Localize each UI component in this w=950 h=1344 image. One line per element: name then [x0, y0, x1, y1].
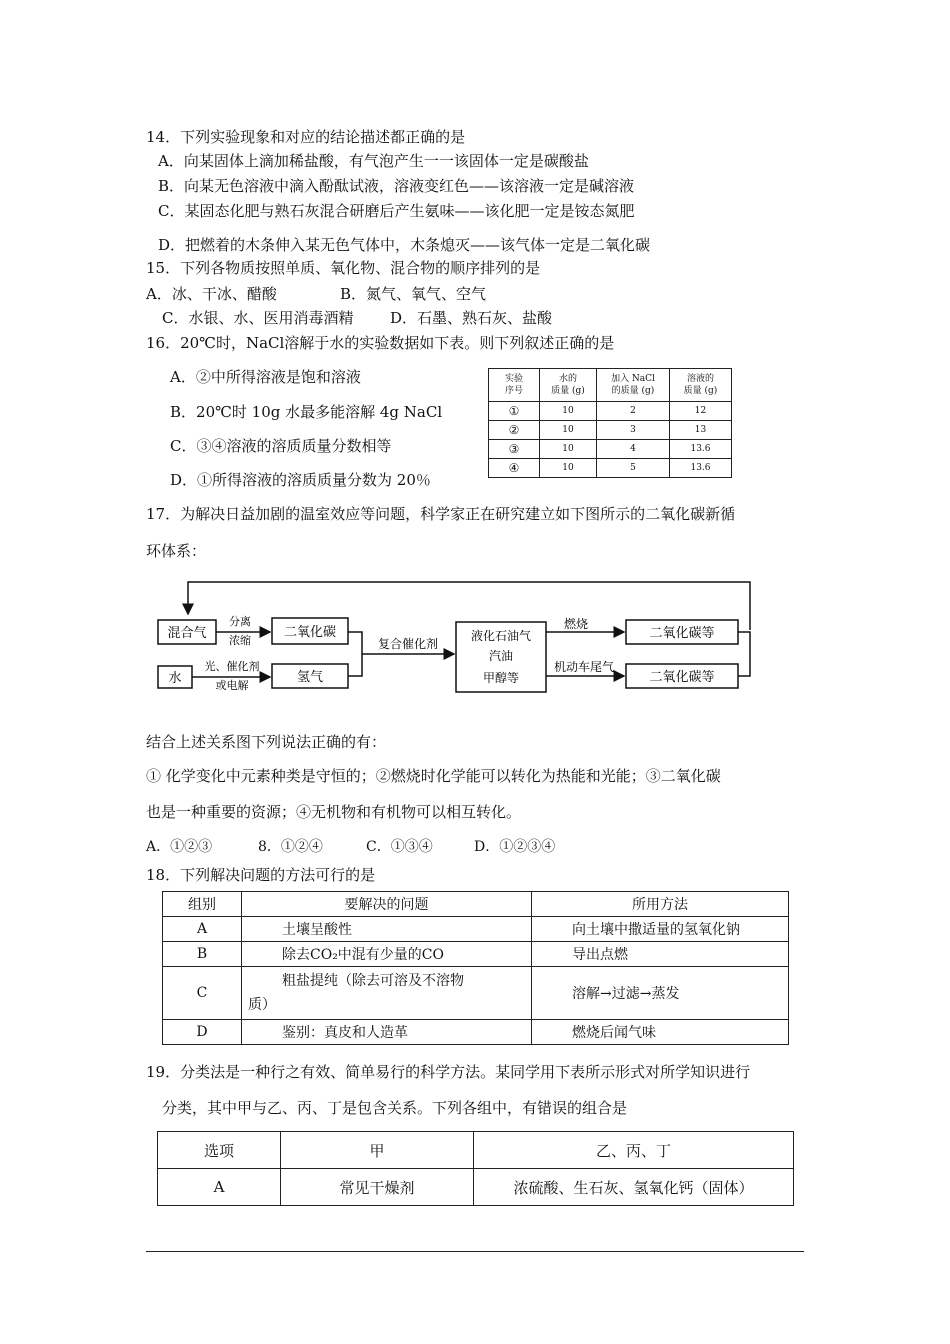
q19-option: A [158, 1169, 281, 1206]
exhaust-label: 机动车尾气 [553, 660, 615, 674]
table-row [489, 440, 732, 459]
q16-option-c: C．③④溶液的溶质质量分数相等 [170, 437, 392, 455]
table-row [163, 917, 789, 942]
q19-header-others: 乙、丙、丁 [474, 1132, 794, 1169]
co2-etc-label-2: 二氧化碳等 [649, 670, 715, 685]
concentrate-label: 浓缩 [229, 634, 251, 647]
q18-header-problem: 要解决的问题 [242, 892, 532, 917]
q18-stem: 18．下列解决问题的方法可行的是 [146, 866, 376, 884]
q16-cell: 5 [597, 459, 670, 478]
product-label-1: 液化石油气 [470, 629, 532, 643]
bottom-rule [146, 1251, 804, 1252]
co2-cycle-diagram [150, 578, 760, 694]
q16-option-d: D．①所得溶液的溶质质量分数为 20％ [170, 471, 431, 489]
q17-combine: 结合上述关系图下列说法正确的有： [146, 733, 387, 751]
q16-option-a: A．②中所得溶液是饱和溶液 [170, 368, 361, 386]
q16-table-header [489, 369, 732, 402]
q16-cell: 4 [597, 440, 670, 459]
table-row [489, 402, 732, 421]
q18-group: C [163, 967, 242, 1020]
q14-option-c: C．某固态化肥与熟石灰混合研磨后产生氨味——该化肥一定是铵态氮肥 [158, 202, 635, 220]
q17-statements-line1: ① 化学变化中元素种类是守恒的；②燃烧时化学能可以转化为热能和光能；③二氧化碳 [146, 767, 721, 785]
q18-group: D [163, 1020, 242, 1045]
q16-cell: 12 [670, 402, 732, 421]
q16-header-no: 实验 序号 [489, 369, 540, 402]
q19-stem-line1: 19．分类法是一种行之有效、简单易行的科学方法。某同学用下表所示形式对所学知识进行 [146, 1063, 751, 1081]
q19-table [157, 1131, 794, 1206]
q14-option-d: D．把燃着的木条伸入某无色气体中，木条熄灭——该气体一定是二氧化碳 [158, 236, 651, 254]
q18-group: A [163, 917, 242, 942]
table-row [163, 942, 789, 967]
q17-option-a: A．①②③ [146, 839, 213, 855]
q19-header-jia: 甲 [281, 1132, 474, 1169]
q15-option-a: A．冰、干冰、醋酸 [146, 285, 277, 303]
q16-cell: 3 [597, 421, 670, 440]
hydrogen-label: 氢气 [296, 670, 324, 685]
q19-stem-line2: 分类，其中甲与乙、丙、丁是包含关系。下列各组中，有错误的组合是 [162, 1099, 628, 1117]
q18-problem: 鉴别：真皮和人造革 [242, 1020, 532, 1045]
q16-cell: 2 [597, 402, 670, 421]
q18-method: 导出点燃 [532, 942, 789, 967]
q19-jia: 常见干燥剂 [281, 1169, 474, 1206]
q19-others: 浓硫酸、生石灰、氢氧化钙（固体） [474, 1169, 794, 1206]
separate-label: 分离 [229, 615, 251, 628]
q16-cell: 13 [670, 421, 732, 440]
q15-option-b: B．氮气、氧气、空气 [340, 285, 487, 303]
q16-header-nacl: 加入 NaCl 的质量 (g) [597, 369, 670, 402]
q18-method: 向土壤中撒适量的氢氧化钠 [532, 917, 789, 942]
q16-cell: 10 [540, 421, 597, 440]
table-row [489, 459, 732, 478]
q17-statements-line2: 也是一种重要的资源；④无机物和有机物可以相互转化。 [146, 803, 522, 821]
q19-table-header [158, 1132, 794, 1169]
q16-cell: ① [489, 402, 540, 421]
mixed-gas-label: 混合气 [167, 626, 207, 641]
q19-header-option: 选项 [158, 1132, 281, 1169]
catalyst-label-2: 或电解 [215, 679, 249, 692]
q17-stem-line1: 17．为解决日益加剧的温室效应等问题，科学家正在研究建立如下图所示的二氧化碳新循 [146, 505, 736, 523]
right-bracket [738, 632, 750, 676]
q14-option-a: A．向某固体上滴加稀盐酸，有气泡产生一一该固体一定是碳酸盐 [158, 152, 589, 170]
q18-table [162, 891, 789, 1045]
q14-option-b: B．向某无色溶液中滴入酚酞试液，溶液变红色——该溶液一定是碱溶液 [158, 177, 635, 195]
q18-method: 燃烧后闻气味 [532, 1020, 789, 1045]
q16-cell: 10 [540, 459, 597, 478]
merge-bracket [348, 632, 362, 676]
q16-cell: ④ [489, 459, 540, 478]
q18-problem: 粗盐提纯（除去可溶及不溶物 质） [242, 967, 532, 1020]
q16-data-table [488, 368, 732, 478]
q17-option-b: 8．①②④ [258, 839, 323, 855]
table-row [158, 1169, 794, 1206]
q18-header-method: 所用方法 [532, 892, 789, 917]
q17-option-d: D．①②③④ [474, 839, 556, 855]
q15-stem: 15．下列各物质按照单质、氧化物、混合物的顺序排列的是 [146, 259, 541, 277]
q18-header-group: 组别 [163, 892, 242, 917]
q16-cell: 10 [540, 402, 597, 421]
table-row [163, 967, 789, 1020]
q16-header-water: 水的 质量 (g) [540, 369, 597, 402]
table-row [163, 1020, 789, 1045]
q16-cell: 10 [540, 440, 597, 459]
burn-label: 燃烧 [563, 617, 589, 631]
q18-method: 溶解→过滤→蒸发 [532, 967, 789, 1020]
q15-option-d: D．石墨、熟石灰、盐酸 [390, 309, 553, 327]
q16-header-solution: 溶液的 质量 (g) [670, 369, 732, 402]
q16-cell: 13.6 [670, 440, 732, 459]
q16-option-b: B．20℃时 10g 水最多能溶解 4g NaCl [170, 403, 443, 421]
water-label: 水 [168, 671, 182, 686]
product-label-2: 汽油 [488, 649, 514, 663]
product-label-3: 甲醇等 [482, 671, 520, 685]
co2-label: 二氧化碳 [283, 625, 337, 640]
q16-cell: 13.6 [670, 459, 732, 478]
q14-stem: 14．下列实验现象和对应的结论描述都正确的是 [146, 128, 466, 146]
q18-problem: 土壤呈酸性 [242, 917, 532, 942]
q17-option-c: C．①③④ [366, 839, 433, 855]
q18-problem: 除去CO₂中混有少量的CO [242, 942, 532, 967]
q17-stem-line2: 环体系： [146, 542, 207, 560]
q16-cell: ③ [489, 440, 540, 459]
q15-option-c: C．水银、水、医用消毒酒精 [162, 309, 354, 327]
q16-stem: 16．20℃时，NaCl溶解于水的实验数据如下表。则下列叙述正确的是 [146, 334, 615, 352]
co2-etc-label-1: 二氧化碳等 [649, 626, 715, 641]
q18-group: B [163, 942, 242, 967]
catalyst-label-1: 光、催化剂 [204, 660, 260, 673]
q18-table-header [163, 892, 789, 917]
q16-cell: ② [489, 421, 540, 440]
table-row [489, 421, 732, 440]
composite-catalyst-label: 复合催化剂 [377, 637, 439, 651]
